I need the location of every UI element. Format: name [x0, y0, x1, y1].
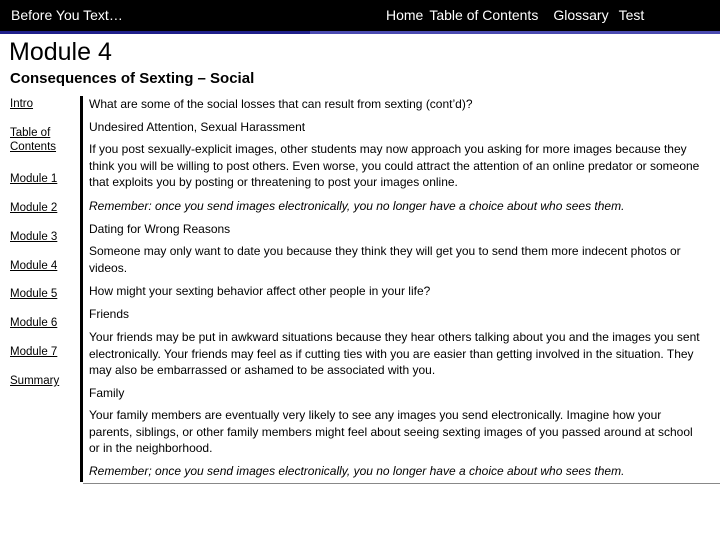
- nav-home-link[interactable]: Home: [386, 7, 424, 23]
- nav-table-of-contents-link[interactable]: Table of Contents: [429, 7, 539, 23]
- paragraph-family: Your family members are eventually very likely to see any images you send electronically. Imagine how your parents, siblings, or other family members might feel about seeing sexting images of you passed around at school or in the neighborhood.: [89, 408, 693, 455]
- nav-test-link[interactable]: Test: [618, 7, 645, 23]
- top-nav: [386, 7, 644, 23]
- sidebar-item-summary[interactable]: Summary: [10, 375, 60, 387]
- paragraph-dating-wrong-reasons: Someone may only want to date you because they think they will get you to send them more indecent photos or videos.: [89, 244, 681, 275]
- nav-glossary-link[interactable]: Glossary: [553, 7, 609, 23]
- page-title: Module 4: [9, 38, 112, 66]
- site-brand: Before You Text…: [11, 7, 123, 23]
- content-bottom-rule: [83, 483, 720, 484]
- reminder-text-final: Remember; once you send images electronically, you no longer have a choice about who sees them.: [89, 464, 625, 478]
- sidebar-divider: [80, 96, 83, 482]
- sidebar-item-module-7[interactable]: Module 7: [10, 346, 58, 358]
- question-affect-others: How might your sexting behavior affect other people in your life?: [89, 284, 431, 298]
- paragraph-undesired-attention: If you post sexually-explicit images, other students may now approach you asking for more images because they think you will be willing to post others. Even worse, you could attract the attention of an online predator or someone that exploits you by posting or threatening to post your images online.: [89, 142, 700, 189]
- sidebar-item-module-3[interactable]: Module 3: [10, 231, 58, 243]
- heading-dating-wrong-reasons: Dating for Wrong Reasons: [89, 222, 231, 236]
- page-subtitle: Consequences of Sexting – Social: [10, 70, 255, 87]
- sidebar-item-table-of-contents[interactable]: Table of Contents: [10, 127, 57, 153]
- sidebar-item-module-2[interactable]: Module 2: [10, 202, 58, 214]
- top-bar: [0, 0, 720, 31]
- sidebar-item-module-4[interactable]: Module 4: [10, 260, 58, 272]
- heading-friends: Friends: [89, 307, 130, 321]
- sidebar-item-module-6[interactable]: Module 6: [10, 317, 58, 329]
- paragraph-friends: Your friends may be put in awkward situations because they hear others talking about you and the images you sent electronically. Your friends may feel as if cutting ties with you are easier than getting involved in the situation. They may also be embarrassed or ashamed to be associated with you.: [89, 330, 700, 377]
- sidebar-item-module-1[interactable]: Module 1: [10, 173, 58, 185]
- sidebar-item-intro[interactable]: Intro: [10, 98, 34, 110]
- sidebar-item-module-5[interactable]: Module 5: [10, 288, 58, 300]
- heading-undesired-attention: Undesired Attention, Sexual Harassment: [89, 120, 306, 134]
- reminder-text: Remember: once you send images electronically, you no longer have a choice about who sees them.: [89, 199, 625, 213]
- header-accent-bar: [0, 31, 720, 34]
- question-social-losses: What are some of the social losses that can result from sexting (cont’d)?: [89, 97, 473, 111]
- heading-family: Family: [89, 386, 125, 400]
